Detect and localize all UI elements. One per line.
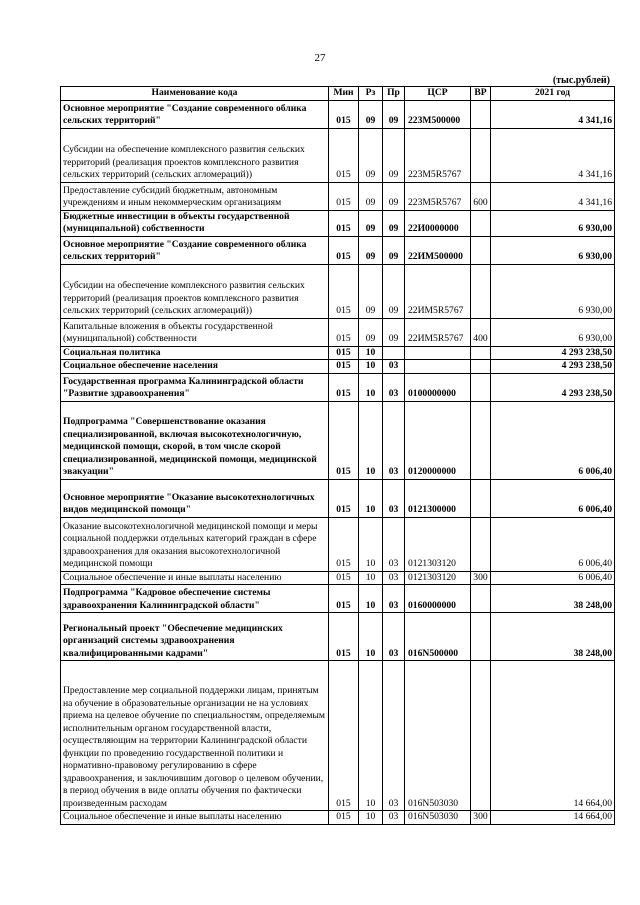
- cell-vr: [471, 100, 491, 128]
- cell-pr: 03: [383, 401, 405, 479]
- cell-vr: 400: [471, 318, 491, 346]
- cell-csr: 22ИМ500000: [405, 236, 471, 264]
- cell-rz: 09: [359, 128, 383, 182]
- units-label: (тыс.рублей): [552, 75, 610, 86]
- cell-rz: 10: [359, 360, 383, 374]
- cell-vr: [471, 236, 491, 264]
- cell-name: Оказание высокотехнологичной медицинской помощи и меры социальной поддержки отдельных категорий граждан в сфере здравоохранения для оказания высокотехнологичной медицинской помощи: [61, 517, 329, 571]
- cell-min: 015: [329, 182, 359, 210]
- cell-amount: 6 930,00: [491, 236, 615, 264]
- cell-name: Подпрограмма "Совершенствование оказания специализированной, включая высокотехнологичную, медицинской помощи, скорой, в том числе скорой специализированной, медицинской помощи, медицинской эвакуации": [61, 401, 329, 479]
- table-row: [61, 318, 615, 346]
- table-row: [61, 182, 615, 210]
- cell-csr: [405, 360, 471, 374]
- cell-csr: 22ИМ5R5767: [405, 264, 471, 318]
- cell-pr: 03: [383, 517, 405, 571]
- cell-min: 015: [329, 360, 359, 374]
- cell-rz: 10: [359, 661, 383, 811]
- cell-name: Социальное обеспечение и иные выплаты населению: [61, 571, 329, 585]
- cell-rz: 10: [359, 346, 383, 360]
- header-pr: Пр: [383, 87, 405, 101]
- cell-csr: 223М5R5767: [405, 182, 471, 210]
- table-row: [61, 585, 615, 613]
- table-row: [61, 128, 615, 182]
- cell-rz: 10: [359, 401, 383, 479]
- header-name: Наименование кода: [61, 87, 329, 101]
- table-row: [61, 236, 615, 264]
- cell-name: Социальное обеспечение и иные выплаты населению: [61, 811, 329, 825]
- cell-min: 015: [329, 100, 359, 128]
- page-number: 27: [314, 52, 326, 64]
- cell-rz: 09: [359, 236, 383, 264]
- cell-amount: 4 341,16: [491, 128, 615, 182]
- cell-amount: 4 293 238,50: [491, 346, 615, 360]
- cell-amount: 6 006,40: [491, 517, 615, 571]
- cell-csr: 0100000000: [405, 373, 471, 401]
- cell-pr: 09: [383, 100, 405, 128]
- cell-name: Подпрограмма "Кадровое обеспечение системы здравоохранения Калининградской области": [61, 585, 329, 613]
- cell-name: Основное мероприятие "Оказание высокотехнологичных видов медицинской помощи": [61, 479, 329, 517]
- cell-vr: [471, 585, 491, 613]
- cell-rz: 10: [359, 479, 383, 517]
- cell-pr: 03: [383, 613, 405, 661]
- cell-min: 015: [329, 479, 359, 517]
- cell-csr: 016N503030: [405, 661, 471, 811]
- cell-name: Субсидии на обеспечение комплексного развития сельских территорий (реализация проектов комплексного развития сельских территорий (сельских агломераций)): [61, 128, 329, 182]
- cell-csr: 0121303120: [405, 571, 471, 585]
- cell-min: 015: [329, 318, 359, 346]
- cell-amount: 14 664,00: [491, 811, 615, 825]
- cell-pr: 09: [383, 236, 405, 264]
- cell-pr: 09: [383, 318, 405, 346]
- cell-rz: 10: [359, 571, 383, 585]
- table-row: [61, 401, 615, 479]
- cell-vr: [471, 128, 491, 182]
- table-header-row: [61, 87, 615, 101]
- cell-csr: 016N500000: [405, 613, 471, 661]
- cell-pr: 03: [383, 373, 405, 401]
- cell-amount: 38 248,00: [491, 613, 615, 661]
- cell-rz: 10: [359, 811, 383, 825]
- cell-csr: 223М500000: [405, 100, 471, 128]
- cell-pr: 03: [383, 360, 405, 374]
- table-row: [61, 210, 615, 236]
- cell-name: Капитальные вложения в объекты государственной (муниципальной) собственности: [61, 318, 329, 346]
- cell-name: Социальное обеспечение населения: [61, 360, 329, 374]
- cell-csr: 0121303120: [405, 517, 471, 571]
- cell-min: 015: [329, 236, 359, 264]
- cell-name: Предоставление мер социальной поддержки лицам, принятым на обучение в образовательные организации не на условиях приема на целевое обучение по специальностям, определяемым исполнительным органом государственной власти, осуществляющим на территории Калининградской области функции по проведению государственной политики и нормативно-правовому регулированию в сфере здравоохранения, и заключившим договор о целевом обучении, в период обучения в виде оплаты обучения по фактически произведенным расходам: [61, 661, 329, 811]
- cell-name: Субсидии на обеспечение комплексного развития сельских территорий (реализация проектов комплексного развития сельских территорий (сельских агломераций)): [61, 264, 329, 318]
- cell-vr: [471, 517, 491, 571]
- cell-vr: [471, 661, 491, 811]
- cell-name: Основное мероприятие "Создание современного облика сельских территорий": [61, 236, 329, 264]
- cell-min: 015: [329, 811, 359, 825]
- cell-rz: 09: [359, 182, 383, 210]
- cell-vr: 300: [471, 811, 491, 825]
- cell-name: Основное мероприятие "Создание современного облика сельских территорий": [61, 100, 329, 128]
- cell-min: 015: [329, 571, 359, 585]
- cell-csr: 0120000000: [405, 401, 471, 479]
- table-row: [61, 517, 615, 571]
- cell-name: Социальная политика: [61, 346, 329, 360]
- cell-min: 015: [329, 373, 359, 401]
- cell-vr: [471, 360, 491, 374]
- table-row: [61, 100, 615, 128]
- cell-min: 015: [329, 661, 359, 811]
- cell-pr: 09: [383, 210, 405, 236]
- header-csr: ЦСР: [405, 87, 471, 101]
- table-row: [61, 264, 615, 318]
- table-row: [61, 479, 615, 517]
- cell-vr: [471, 373, 491, 401]
- table-row: [61, 661, 615, 811]
- cell-pr: 09: [383, 182, 405, 210]
- cell-name: Региональный проект "Обеспечение медицинских организаций системы здравоохранения квалифицированными кадрами": [61, 613, 329, 661]
- cell-csr: 22И0000000: [405, 210, 471, 236]
- table-row: [61, 360, 615, 374]
- cell-vr: 600: [471, 182, 491, 210]
- cell-pr: 09: [383, 128, 405, 182]
- cell-min: 015: [329, 128, 359, 182]
- header-rz: Рз: [359, 87, 383, 101]
- cell-csr: 22ИМ5R5767: [405, 318, 471, 346]
- cell-rz: 09: [359, 318, 383, 346]
- cell-amount: 4 293 238,50: [491, 373, 615, 401]
- cell-rz: 10: [359, 585, 383, 613]
- cell-amount: 6 930,00: [491, 318, 615, 346]
- cell-pr: 03: [383, 811, 405, 825]
- cell-min: 015: [329, 401, 359, 479]
- cell-amount: 6 930,00: [491, 210, 615, 236]
- table-row: [61, 613, 615, 661]
- cell-csr: 016N503030: [405, 811, 471, 825]
- cell-name: Предоставление субсидий бюджетным, автономным учреждениям и иным некоммерческим организациям: [61, 182, 329, 210]
- table-row: [61, 373, 615, 401]
- cell-amount: 4 293 238,50: [491, 360, 615, 374]
- table-body: [61, 100, 615, 824]
- table-row: [61, 346, 615, 360]
- cell-rz: 10: [359, 517, 383, 571]
- cell-amount: 4 341,16: [491, 182, 615, 210]
- cell-pr: 03: [383, 479, 405, 517]
- cell-csr: 0160000000: [405, 585, 471, 613]
- cell-amount: 4 341,16: [491, 100, 615, 128]
- cell-min: 015: [329, 613, 359, 661]
- cell-csr: 223М5R5767: [405, 128, 471, 182]
- cell-rz: 09: [359, 264, 383, 318]
- cell-pr: 03: [383, 585, 405, 613]
- cell-amount: 6 006,40: [491, 479, 615, 517]
- header-year: 2021 год: [491, 87, 615, 101]
- cell-pr: 09: [383, 264, 405, 318]
- cell-min: 015: [329, 585, 359, 613]
- cell-amount: 6 930,00: [491, 264, 615, 318]
- cell-rz: 09: [359, 100, 383, 128]
- cell-name: Государственная программа Калининградской области "Развитие здравоохранения": [61, 373, 329, 401]
- cell-pr: 03: [383, 661, 405, 811]
- cell-min: 015: [329, 264, 359, 318]
- cell-amount: 38 248,00: [491, 585, 615, 613]
- cell-csr: 0121300000: [405, 479, 471, 517]
- header-vr: ВР: [471, 87, 491, 101]
- cell-amount: 6 006,40: [491, 401, 615, 479]
- cell-rz: 10: [359, 373, 383, 401]
- cell-vr: [471, 264, 491, 318]
- cell-vr: [471, 613, 491, 661]
- cell-csr: [405, 346, 471, 360]
- cell-min: 015: [329, 346, 359, 360]
- cell-amount: 6 006,40: [491, 571, 615, 585]
- cell-pr: 03: [383, 571, 405, 585]
- table-row: [61, 571, 615, 585]
- cell-rz: 10: [359, 613, 383, 661]
- cell-vr: [471, 346, 491, 360]
- cell-rz: 09: [359, 210, 383, 236]
- budget-table: [60, 86, 615, 825]
- cell-vr: [471, 479, 491, 517]
- cell-min: 015: [329, 517, 359, 571]
- cell-name: Бюджетные инвестиции в объекты государственной (муниципальной) собственности: [61, 210, 329, 236]
- table-row: [61, 811, 615, 825]
- cell-vr: [471, 210, 491, 236]
- header-min: Мин: [329, 87, 359, 101]
- cell-amount: 14 664,00: [491, 661, 615, 811]
- cell-min: 015: [329, 210, 359, 236]
- cell-vr: 300: [471, 571, 491, 585]
- cell-pr: [383, 346, 405, 360]
- cell-vr: [471, 401, 491, 479]
